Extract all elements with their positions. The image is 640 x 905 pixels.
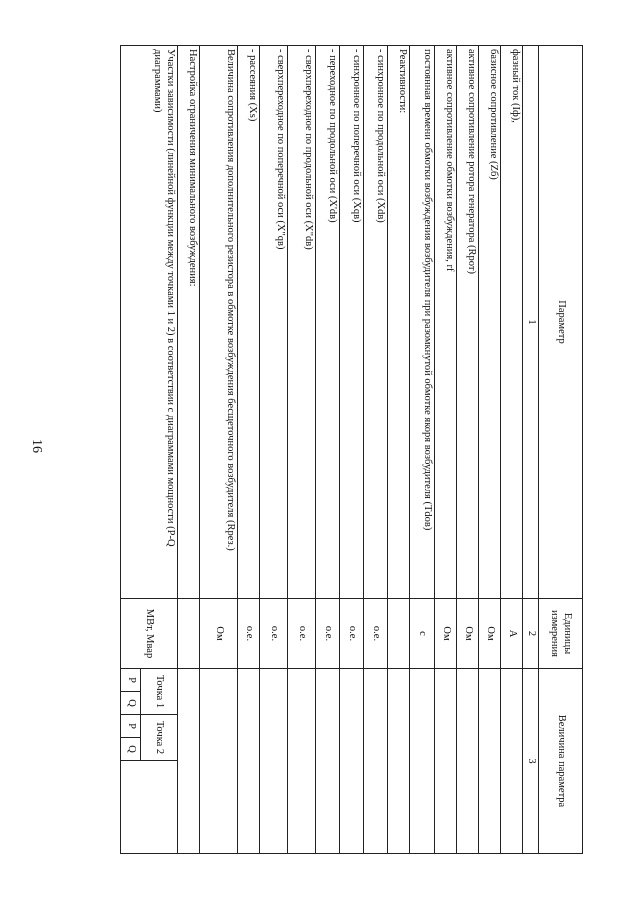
row-value (410, 669, 435, 854)
pq-row-unit: МВт, Мвар (121, 599, 178, 669)
parameter-table-rotated (69, 45, 583, 853)
row-unit: с (410, 599, 435, 669)
row-name: - рассеяния (Xs) (238, 46, 260, 599)
row-unit (178, 599, 200, 669)
header-param: Параметр (539, 46, 583, 599)
row-unit: Ом (200, 599, 238, 669)
row-unit: Ом (457, 599, 479, 669)
row-value (364, 669, 388, 854)
header-value: Величина параметра (539, 669, 583, 854)
row-name: - синхронное по продольной оси (Xdв) (364, 46, 388, 599)
row-value (260, 669, 288, 854)
row-value (388, 669, 410, 854)
row-value (238, 669, 260, 854)
row-unit: о.е. (340, 599, 364, 669)
header-num-2: 2 (523, 599, 539, 669)
point-1-q: Q (121, 692, 141, 715)
row-value (316, 669, 340, 854)
row-value (435, 669, 457, 854)
point-2-header: Точка 2 (141, 715, 178, 761)
row-unit: о.е. (238, 599, 260, 669)
row-value (340, 669, 364, 854)
row-value (200, 669, 238, 854)
row-name: Реактивности: (388, 46, 410, 599)
header-num-3: 3 (523, 669, 539, 854)
row-unit: Ом (479, 599, 501, 669)
row-name: Величина сопротивления дополнительного резистора в обмотке возбуждения бесщеточного возбудителя (Rрез.) (200, 46, 238, 599)
row-name: активное сопротивление ротора генератора (Rрот) (457, 46, 479, 599)
row-name: - сверхпереходное по продольной оси (X"dв) (288, 46, 316, 599)
row-unit: о.е. (316, 599, 340, 669)
row-unit (388, 599, 410, 669)
header-units: Единицы измерения (539, 599, 583, 669)
point-1-p: P (121, 669, 141, 692)
row-unit: Ом (435, 599, 457, 669)
point-1-header: Точка 1 (141, 669, 178, 715)
row-name: - синхронное по поперечной оси (Xqв) (340, 46, 364, 599)
row-name: базисное сопротивление (Zб) (479, 46, 501, 599)
row-name: Настройка ограничения минимального возбуждения: (178, 46, 200, 599)
header-num-1: 1 (523, 46, 539, 599)
row-name: - переходное по продольной оси (X'dв) (316, 46, 340, 599)
row-name: активное сопротивление обмотки возбуждения, rf (435, 46, 457, 599)
pq-row-extra (121, 761, 178, 854)
row-unit: о.е. (260, 599, 288, 669)
row-name: постоянная времени обмотки возбуждения возбудителя при разомкнутой обмотке якоря возбудителя (Tdoв) (410, 46, 435, 599)
row-value (178, 669, 200, 854)
point-2-q: Q (121, 738, 141, 761)
pq-row-name: Участки зависимости (линейной функции между точками 1 и 2) в соответствии с диаграммами мощности (P-Q диаграммами) (121, 46, 178, 599)
point-2-p: P (121, 715, 141, 738)
row-name: фазный ток (Iф), (501, 46, 523, 599)
row-value (288, 669, 316, 854)
row-unit: о.е. (364, 599, 388, 669)
row-unit: о.е. (288, 599, 316, 669)
parameter-table (120, 45, 583, 854)
page-number: 16 (29, 439, 44, 453)
row-unit: А (501, 599, 523, 669)
row-value (479, 669, 501, 854)
row-value (501, 669, 523, 854)
row-name: - сверхпереходное по поперечной оси (X"qв) (260, 46, 288, 599)
row-value (457, 669, 479, 854)
